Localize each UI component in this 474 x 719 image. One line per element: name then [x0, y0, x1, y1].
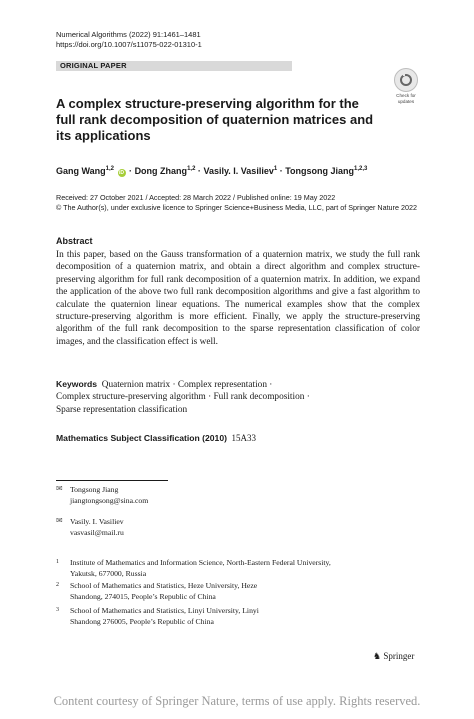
- envelope-icon: ✉: [56, 516, 63, 525]
- copyright-line: © The Author(s), under exclusive licence to Springer Science+Business Media, LLC, part of Springer Nature 2022: [56, 203, 417, 212]
- author-affiliation-ref: 1,2: [105, 166, 115, 172]
- keywords-heading: Keywords: [56, 379, 98, 389]
- check-updates-label-1: Check for: [396, 93, 416, 98]
- author-name[interactable]: Vasily. I. Vasiliev: [203, 166, 274, 176]
- correspondent-name: Vasily. I. Vasiliev: [70, 517, 124, 526]
- keywords-section: [56, 378, 420, 416]
- author-affiliation-ref: 1,2,3: [354, 166, 368, 172]
- msc-section: [56, 432, 256, 444]
- envelope-icon: ✉: [56, 484, 63, 493]
- abstract-heading: Abstract: [56, 236, 93, 246]
- springer-horse-icon: ♞: [373, 651, 382, 661]
- author-affiliation-ref: 1,2: [187, 166, 196, 172]
- affiliation-line: Yakutsk, 677000, Russia: [70, 569, 147, 578]
- author-name[interactable]: Gang Wang: [56, 166, 106, 176]
- author-affiliation-ref: 1: [273, 166, 278, 172]
- keywords-line: Quaternion matrix · Complex representation ·: [101, 380, 273, 390]
- correspondent-email[interactable]: vasvasil@mail.ru: [70, 528, 124, 537]
- check-for-updates-badge[interactable]: [393, 68, 419, 104]
- publication-info: [56, 193, 417, 213]
- doi-link[interactable]: https://doi.org/10.1007/s11075-022-01310-1: [56, 40, 202, 49]
- courtesy-watermark: Content courtesy of Springer Nature, terms of use apply. Rights reserved.: [53, 694, 421, 708]
- author-separator: ·: [197, 166, 201, 176]
- affiliation-line: School of Mathematics and Statistics, Heze University, Heze: [70, 581, 258, 590]
- msc-code: 15A33: [231, 433, 256, 443]
- keywords-line: Sparse representation classification: [56, 404, 188, 415]
- paper-title: A complex structure-preserving algorithm for the full rank decomposition of quaternion matrices and its applications: [56, 96, 374, 143]
- correspondent-name: Tongsong Jiang: [70, 485, 119, 494]
- affiliation-number: 2: [56, 582, 59, 588]
- affiliation-line: School of Mathematics and Statistics, Linyi University, Linyi: [70, 606, 259, 615]
- check-updates-label-2: updates: [397, 99, 415, 104]
- affiliation-number: 3: [56, 607, 59, 613]
- springer-wordmark: Springer: [383, 651, 415, 661]
- affiliation-line: Shandong 276005, People’s Republic of China: [70, 617, 214, 626]
- affiliation-line: Shandong, 274015, People’s Republic of China: [70, 592, 216, 601]
- correspondent-email[interactable]: jiangtongsong@sina.com: [70, 496, 149, 505]
- orcid-icon[interactable]: iD: [119, 170, 125, 176]
- check-updates-icon: [394, 68, 418, 92]
- journal-citation: Numerical Algorithms (2022) 91:1461–1481: [56, 30, 201, 39]
- affiliation-number: 1: [56, 559, 59, 565]
- keywords-line: Complex structure-preserving algorithm · Full rank decomposition ·: [56, 392, 310, 403]
- author-name[interactable]: Dong Zhang: [134, 166, 188, 176]
- author-list: [56, 163, 367, 177]
- article-type-label: ORIGINAL PAPER: [60, 61, 127, 70]
- affiliation-line: Institute of Mathematics and Information Science, North-Eastern Federal University,: [70, 558, 331, 567]
- author-separator: ·: [129, 166, 133, 176]
- author-separator: ·: [279, 166, 283, 176]
- dates-line: Received: 27 October 2021 / Accepted: 28 March 2022 / Published online: 19 May 2022: [56, 193, 336, 202]
- author-name[interactable]: Tongsong Jiang: [285, 166, 355, 176]
- abstract-text: In this paper, based on the Gauss transformation of a quaternion matrix, we study the full rank decomposition of a quaternion matrix, and obtain a direct algorithm and complex structure-preserving algorithm for full rank decomposition of a quaternion matrix. In addition, we expand the application of the above two full rank decomposition algorithms and give a fast algorithm to calculate the quaternion linear equations. The numerical examples show that the complex structure-preserving algorithm is more efficient. Finally, we apply the structure-preserving algorithm of the full rank decomposition to the sparse representation classification of color images, and the classification effect is well.: [56, 250, 420, 347]
- springer-logo: [373, 650, 414, 662]
- msc-heading: Mathematics Subject Classification (2010): [56, 433, 227, 443]
- footnote-divider: [56, 480, 168, 481]
- journal-header: [56, 30, 202, 50]
